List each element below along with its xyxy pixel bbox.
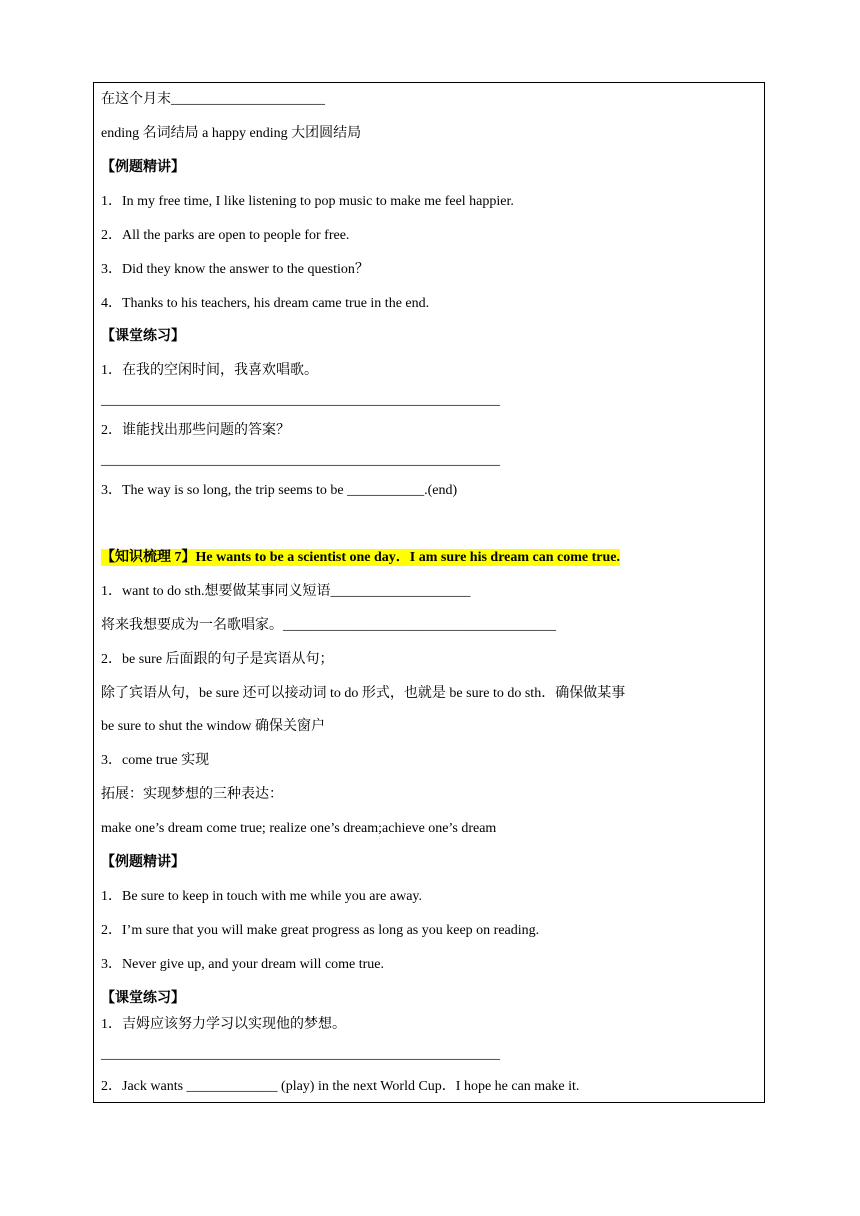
knowledge-heading — [101, 549, 620, 567]
example-sentence: 1．Be sure to keep in touch with me while you are away. — [101, 889, 423, 904]
example-sentence: 2．All the parks are open to people for free. — [101, 228, 350, 243]
text-line: 拓展：实现梦想的三种表达： — [101, 787, 283, 802]
section-heading: 【例题精讲】 — [101, 855, 185, 870]
exercise-item: 1．吉姆应该努力学习以实现他的梦想。 — [101, 1017, 346, 1032]
exercise-item: 1．在我的空闲时间，我喜欢唱歌。 — [101, 363, 318, 378]
text-line: ending 名词结局 a happy ending 大团圆结局 — [101, 126, 362, 141]
text-line: 2．be sure 后面跟的句子是宾语从句； — [101, 652, 334, 667]
text-line: 将来我想要成为一名歌唱家。_______________________________________ — [101, 618, 556, 633]
text-line: be sure to shut the window 确保关窗户 — [101, 719, 325, 734]
section-heading: 【课堂练习】 — [101, 991, 185, 1006]
answer-blank: _________________________________________________________ — [101, 393, 500, 408]
example-sentence: 1．In my free time, I like listening to pop music to make me feel happier. — [101, 194, 514, 209]
example-sentence: 3．Did they know the answer to the question？ — [101, 262, 369, 277]
answer-blank: _________________________________________________________ — [101, 453, 500, 468]
text-line: 除了宾语从句，be sure 还可以接动词 to do 形式，也就是 be sure to do sth．确保做某事 — [101, 686, 626, 701]
example-sentence: 3．Never give up, and your dream will come true. — [101, 957, 385, 972]
answer-blank: _________________________________________________________ — [101, 1047, 500, 1062]
highlighted-heading: 【知识梳理 7】He wants to be a scientist one day．I am sure his dream can come true. — [101, 550, 621, 565]
exercise-item: 2．Jack wants _____________ (play) in the next World Cup．I hope he can make it. — [101, 1079, 580, 1094]
exercise-item: 3．The way is so long, the trip seems to be ___________.(end) — [101, 483, 458, 498]
text-line: 3．come true 实现 — [101, 753, 210, 768]
text-line: make one’s dream come true; realize one’s dream;achieve one’s dream — [101, 821, 497, 836]
example-sentence: 2．I’m sure that you will make great progress as long as you keep on reading. — [101, 923, 540, 938]
exercise-item: 2．谁能找出那些问题的答案？ — [101, 423, 290, 438]
section-heading: 【课堂练习】 — [101, 329, 185, 344]
section-heading: 【例题精讲】 — [101, 160, 185, 175]
text-line: 1．want to do sth.想要做某事同义短语____________________ — [101, 584, 471, 599]
example-sentence: 4．Thanks to his teachers, his dream came true in the end. — [101, 296, 430, 311]
text-line: 在这个月末______________________ — [101, 92, 325, 107]
